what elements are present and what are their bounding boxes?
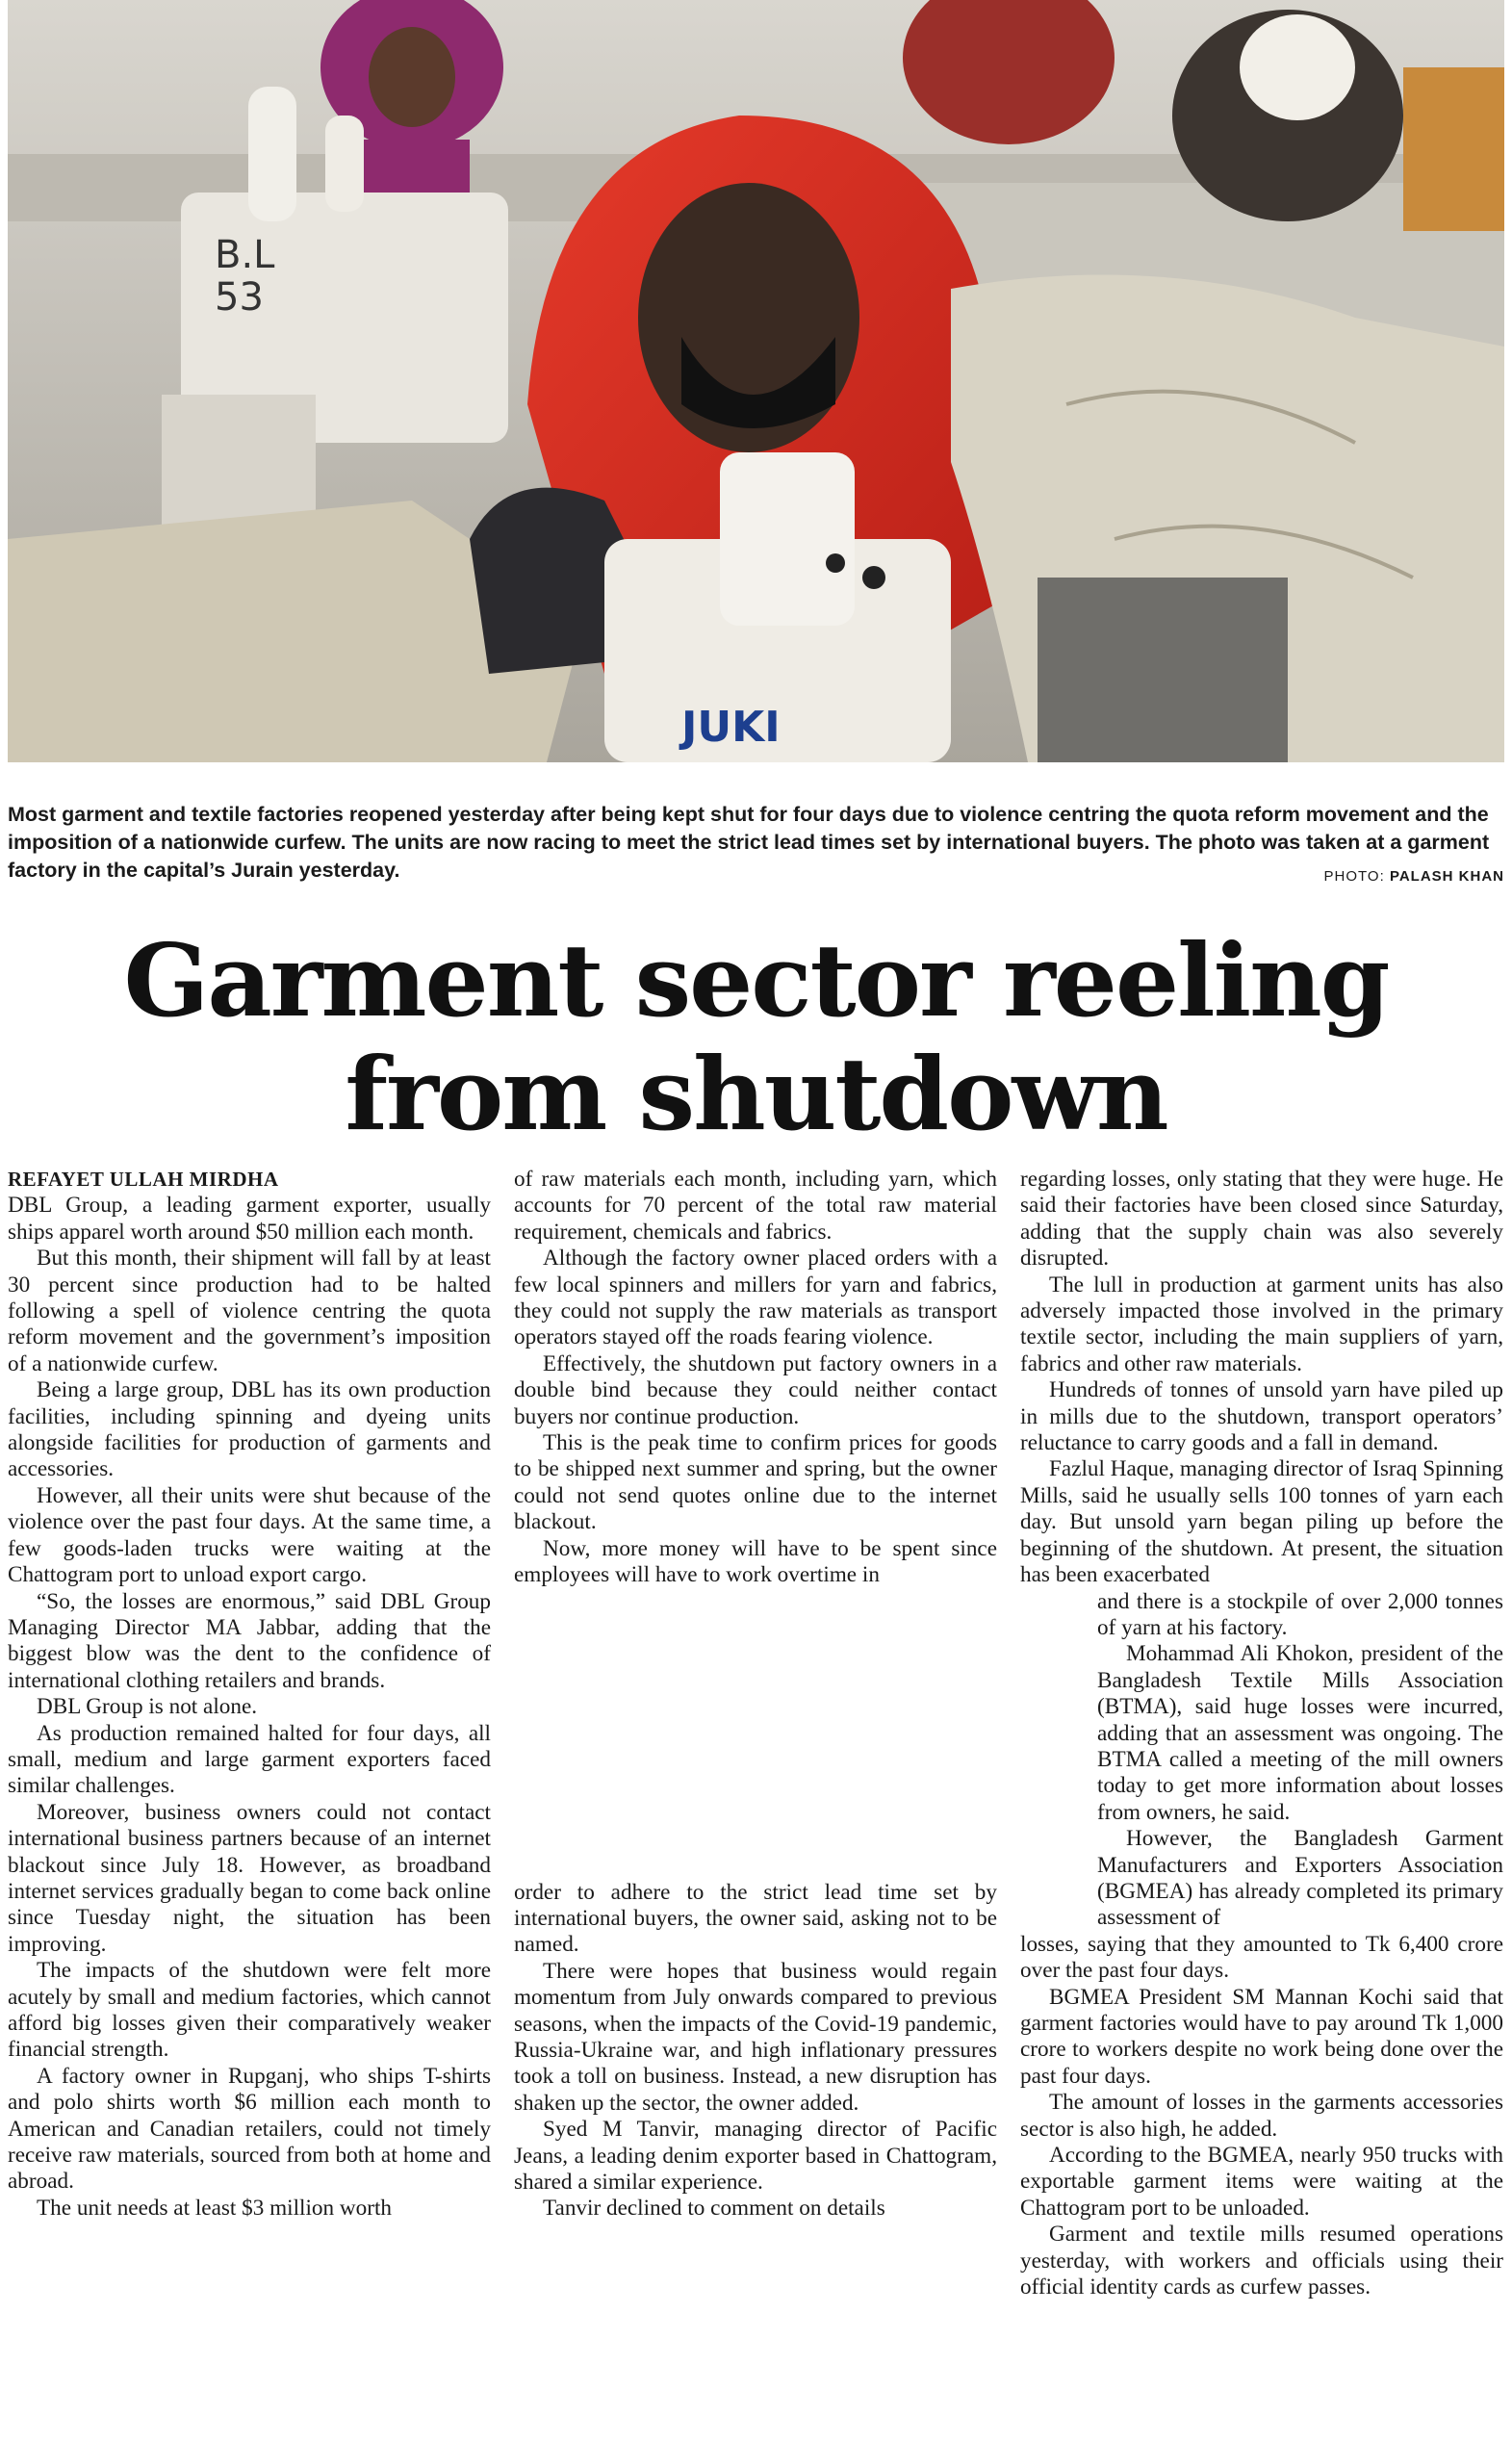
paragraph: Fazlul Haque, managing director of Israq Spinning Mills, said he usually sells 100 tonnes of yarn each day. But unsold yarn began piling up before the beginning of the shutdown. At present, the situation has been exacerbated (1020, 1456, 1504, 1588)
paragraph: Moreover, business owners could not contact international business partners because of an internet blackout since July 18. However, as broadband internet services gradually began to come back online since Tuesday night, the situation has been improving. (8, 1799, 491, 1957)
column-gap (514, 1589, 997, 1880)
paragraph: Tanvir declined to comment on details (543, 2196, 885, 2222)
article-column-3 (1020, 1167, 1503, 2300)
paragraph: However, all their units were shut because of the violence over the past four days. At the same time, a few goods-laden trucks were waiting at the Chattogram port to unload export cargo. (8, 1482, 491, 1588)
machine-label-1: B.L (215, 233, 275, 277)
paragraph: of raw materials each month, including yarn, which accounts for 70 percent of the total raw material requirement, chemicals and fabrics. (514, 1167, 997, 1245)
photo-caption: Most garment and textile factories reopened yesterday after being kept shut for four days due to violence centring the quota reform movement and the imposition of a nationwide curfew. The units are now racing to meet the strict lead times set by international buyers. The photo was taken at a garment factory in the capital’s Jurain yesterday. (8, 803, 1490, 882)
paragraph: As production remained halted for four days, all small, medium and large garment exporters faced similar challenges. (8, 1720, 491, 1799)
paragraph: According to the BGMEA, nearly 950 trucks with exportable garment items were waiting at the Chattogram port to be unloaded. (1020, 2143, 1503, 2221)
paragraph: The impacts of the shutdown were felt more acutely by small and medium factories, which cannot afford big losses given their comparatively weaker financial strength. (8, 1958, 491, 2063)
paragraph: There were hopes that business would regain momentum from July onwards compared to previous seasons, when the impacts of the Covid-19 pandemic, Russia-Ukraine war, and high inflationary pressures took a toll on business. Instead, a new disruption has shaken up the sector, the owner added. (514, 1958, 997, 2116)
photo-credit (1324, 868, 1504, 885)
photo-credit-name: PALASH KHAN (1389, 868, 1504, 885)
machine-brand: JUKI (681, 703, 781, 752)
paragraph: However, the Bangladesh Garment Manufacturers and Exporters Association (BGMEA) has already completed its primary assessment of (1097, 1826, 1503, 1931)
paragraph: Although the factory owner placed orders with a few local spinners and millers for yarn and fabrics, they could not supply the raw materials as transport operators stayed off the roads fearing violence. (514, 1246, 997, 1350)
paragraph: DBL Group is not alone. (37, 1694, 258, 1720)
paragraph: Hundreds of tonnes of unsold yarn have piled up in mills due to the shutdown, transport operators’ reluctance to carry goods and a fall in demand. (1020, 1377, 1503, 1456)
photo-illustration (8, 0, 1504, 762)
paragraph: order to adhere to the strict lead time set by international buyers, the owner said, asking not to be named. (514, 1879, 997, 1958)
paragraph: Now, more money will have to be spent since employees will have to work overtime in (514, 1535, 997, 1588)
paragraph: Syed M Tanvir, managing director of Pacific Jeans, a leading denim exporter based in Chattogram, shared a similar experience. (514, 2117, 997, 2195)
headline (0, 921, 1512, 1153)
paragraph: The lull in production at garment units has also adversely impacted those involved in the primary textile sector, including the main suppliers of yarn, fabrics and other raw materials. (1020, 1272, 1503, 1376)
article-column-2 (514, 1167, 997, 2223)
byline: REFAYET ULLAH MIRDHA (8, 1168, 279, 1191)
paragraph: A factory owner in Rupganj, who ships T-shirts and polo shirts worth $6 million each month to American and Canadian retailers, could not timely receive raw materials, sourced from both at home and abroad. (8, 2063, 491, 2195)
garment-factory-photo (8, 0, 1504, 762)
paragraph: But this month, their shipment will fall by at least 30 percent since production had to be halted following a spell of violence centring the quota reform movement and the government’s imposition of a nationwide curfew. (8, 1246, 491, 1376)
paragraph: losses, saying that they amounted to Tk 6,400 crore over the past four days. (1020, 1931, 1503, 1984)
paragraph: The unit needs at least $3 million worth (37, 2195, 392, 2221)
paragraph: DBL Group, a leading garment exporter, usually ships apparel worth around $50 million each month. (8, 1193, 491, 1245)
paragraph: Mohammad Ali Khokon, president of the Bangladesh Textile Mills Association (BTMA), said huge losses were incurred, adding that an assessment was ongoing. The BTMA called a meeting of the mill owners today to get more information about losses from owners, he said. (1097, 1641, 1503, 1825)
paragraph: regarding losses, only stating that they were huge. He said their factories have been closed since Saturday, adding that the supply chain was also severely disrupted. (1020, 1167, 1503, 1272)
headline-line-1: Garment sector reeling (123, 921, 1389, 1040)
machine-label-2: 53 (215, 275, 264, 320)
paragraph: Garment and textile mills resumed operations yesterday, with workers and officials using their official identity cards as curfew passes. (1020, 2222, 1503, 2300)
inset-block (1020, 1589, 1503, 1932)
paragraph: and there is a stockpile of over 2,000 tonnes of yarn at his factory. (1097, 1588, 1503, 1640)
paragraph: This is the peak time to confirm prices for goods to be shipped next summer and spring, but the owner could not send quotes online due to the internet blackout. (514, 1430, 997, 1535)
headline-line-2: from shutdown (345, 1035, 1167, 1153)
paragraph: “So, the losses are enormous,” said DBL Group Managing Director MA Jabbar, adding that the biggest blow was the dent to the confidence of international clothing retailers and brands. (8, 1588, 491, 1693)
article-column-1 (8, 1167, 491, 2222)
paragraph: BGMEA President SM Mannan Kochi said that garment factories would have to pay around Tk 1,000 crore to workers despite no work being done over the past four days. (1020, 1984, 1503, 2089)
paragraph: Effectively, the shutdown put factory owners in a double bind because they could neither contact buyers nor continue production. (514, 1350, 997, 1429)
paragraph: Being a large group, DBL has its own production facilities, including spinning and dyeing units alongside facilities for production of garments and accessories. (8, 1377, 491, 1482)
photo-credit-prefix: PHOTO: (1323, 868, 1385, 885)
paragraph: The amount of losses in the garments accessories sector is also high, he added. (1020, 2090, 1503, 2142)
